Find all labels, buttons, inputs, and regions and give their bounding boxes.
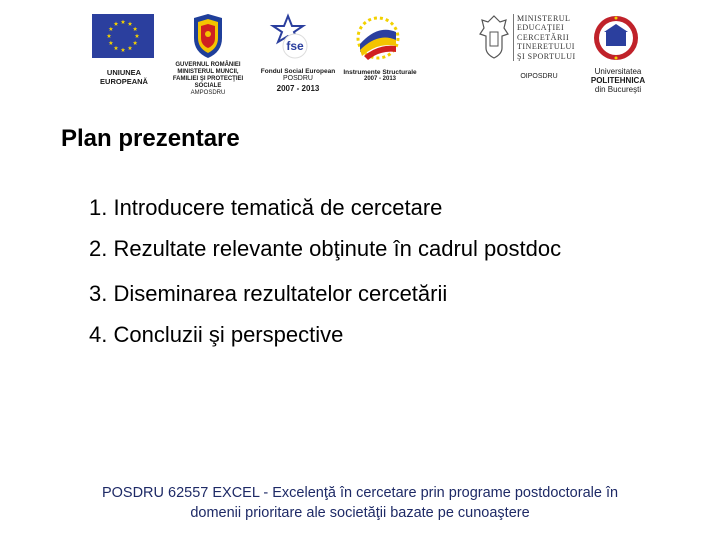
fse-logo-caption: Fondul Social European POSDRU 2007 - 2013 (260, 68, 336, 93)
is-logo-caption: Instrumente Structurale 2007 - 2013 (343, 69, 417, 83)
fse-badge-text: fse (286, 39, 304, 53)
slide-title: Plan prezentare (61, 125, 240, 152)
agenda-item: 2. Rezultate relevante obţinute în cadrul postdoc (89, 236, 562, 261)
romania-coat-of-arms-logo (190, 12, 226, 60)
footer-line-2: domenii prioritare ale societăţii bazate pe cunoaştere (190, 504, 530, 521)
upb-logo-caption: Universitatea POLITEHNICA din Bucureşti (590, 67, 646, 95)
eu-logo-caption: UNIUNEA EUROPEANĂ (100, 68, 148, 86)
agenda-item: 4. Concluzii şi perspective (89, 322, 344, 347)
fse-logo (268, 12, 322, 60)
ministry-name: MINISTERUL EDUCAŢIEI CERCETĂRII TINERETULUI ŞI SPORTULUI (513, 14, 576, 61)
agenda-item: 3. Diseminarea rezultatelor cercetării (89, 281, 448, 306)
agenda-item: 1. Introducere tematică de cercetare (89, 195, 443, 220)
upb-seal-logo (592, 14, 640, 62)
ministry-logo-caption: OIPOSDRU (520, 73, 558, 80)
ministry-crest-logo (478, 14, 510, 60)
instrumente-structurale-logo (350, 14, 406, 64)
eu-flag-logo (92, 14, 154, 58)
govt-logo-caption: GUVERNUL ROMÂNIEI MINISTERUL MUNCII, FAMILIEI ŞI PROTECŢIEI SOCIALE AMPOSDRU (172, 62, 244, 96)
slide-footer (0, 484, 720, 523)
footer-line-1: POSDRU 62557 EXCEL - Excelenţă în cercetare prin programe postdoctorale în (101, 485, 619, 501)
